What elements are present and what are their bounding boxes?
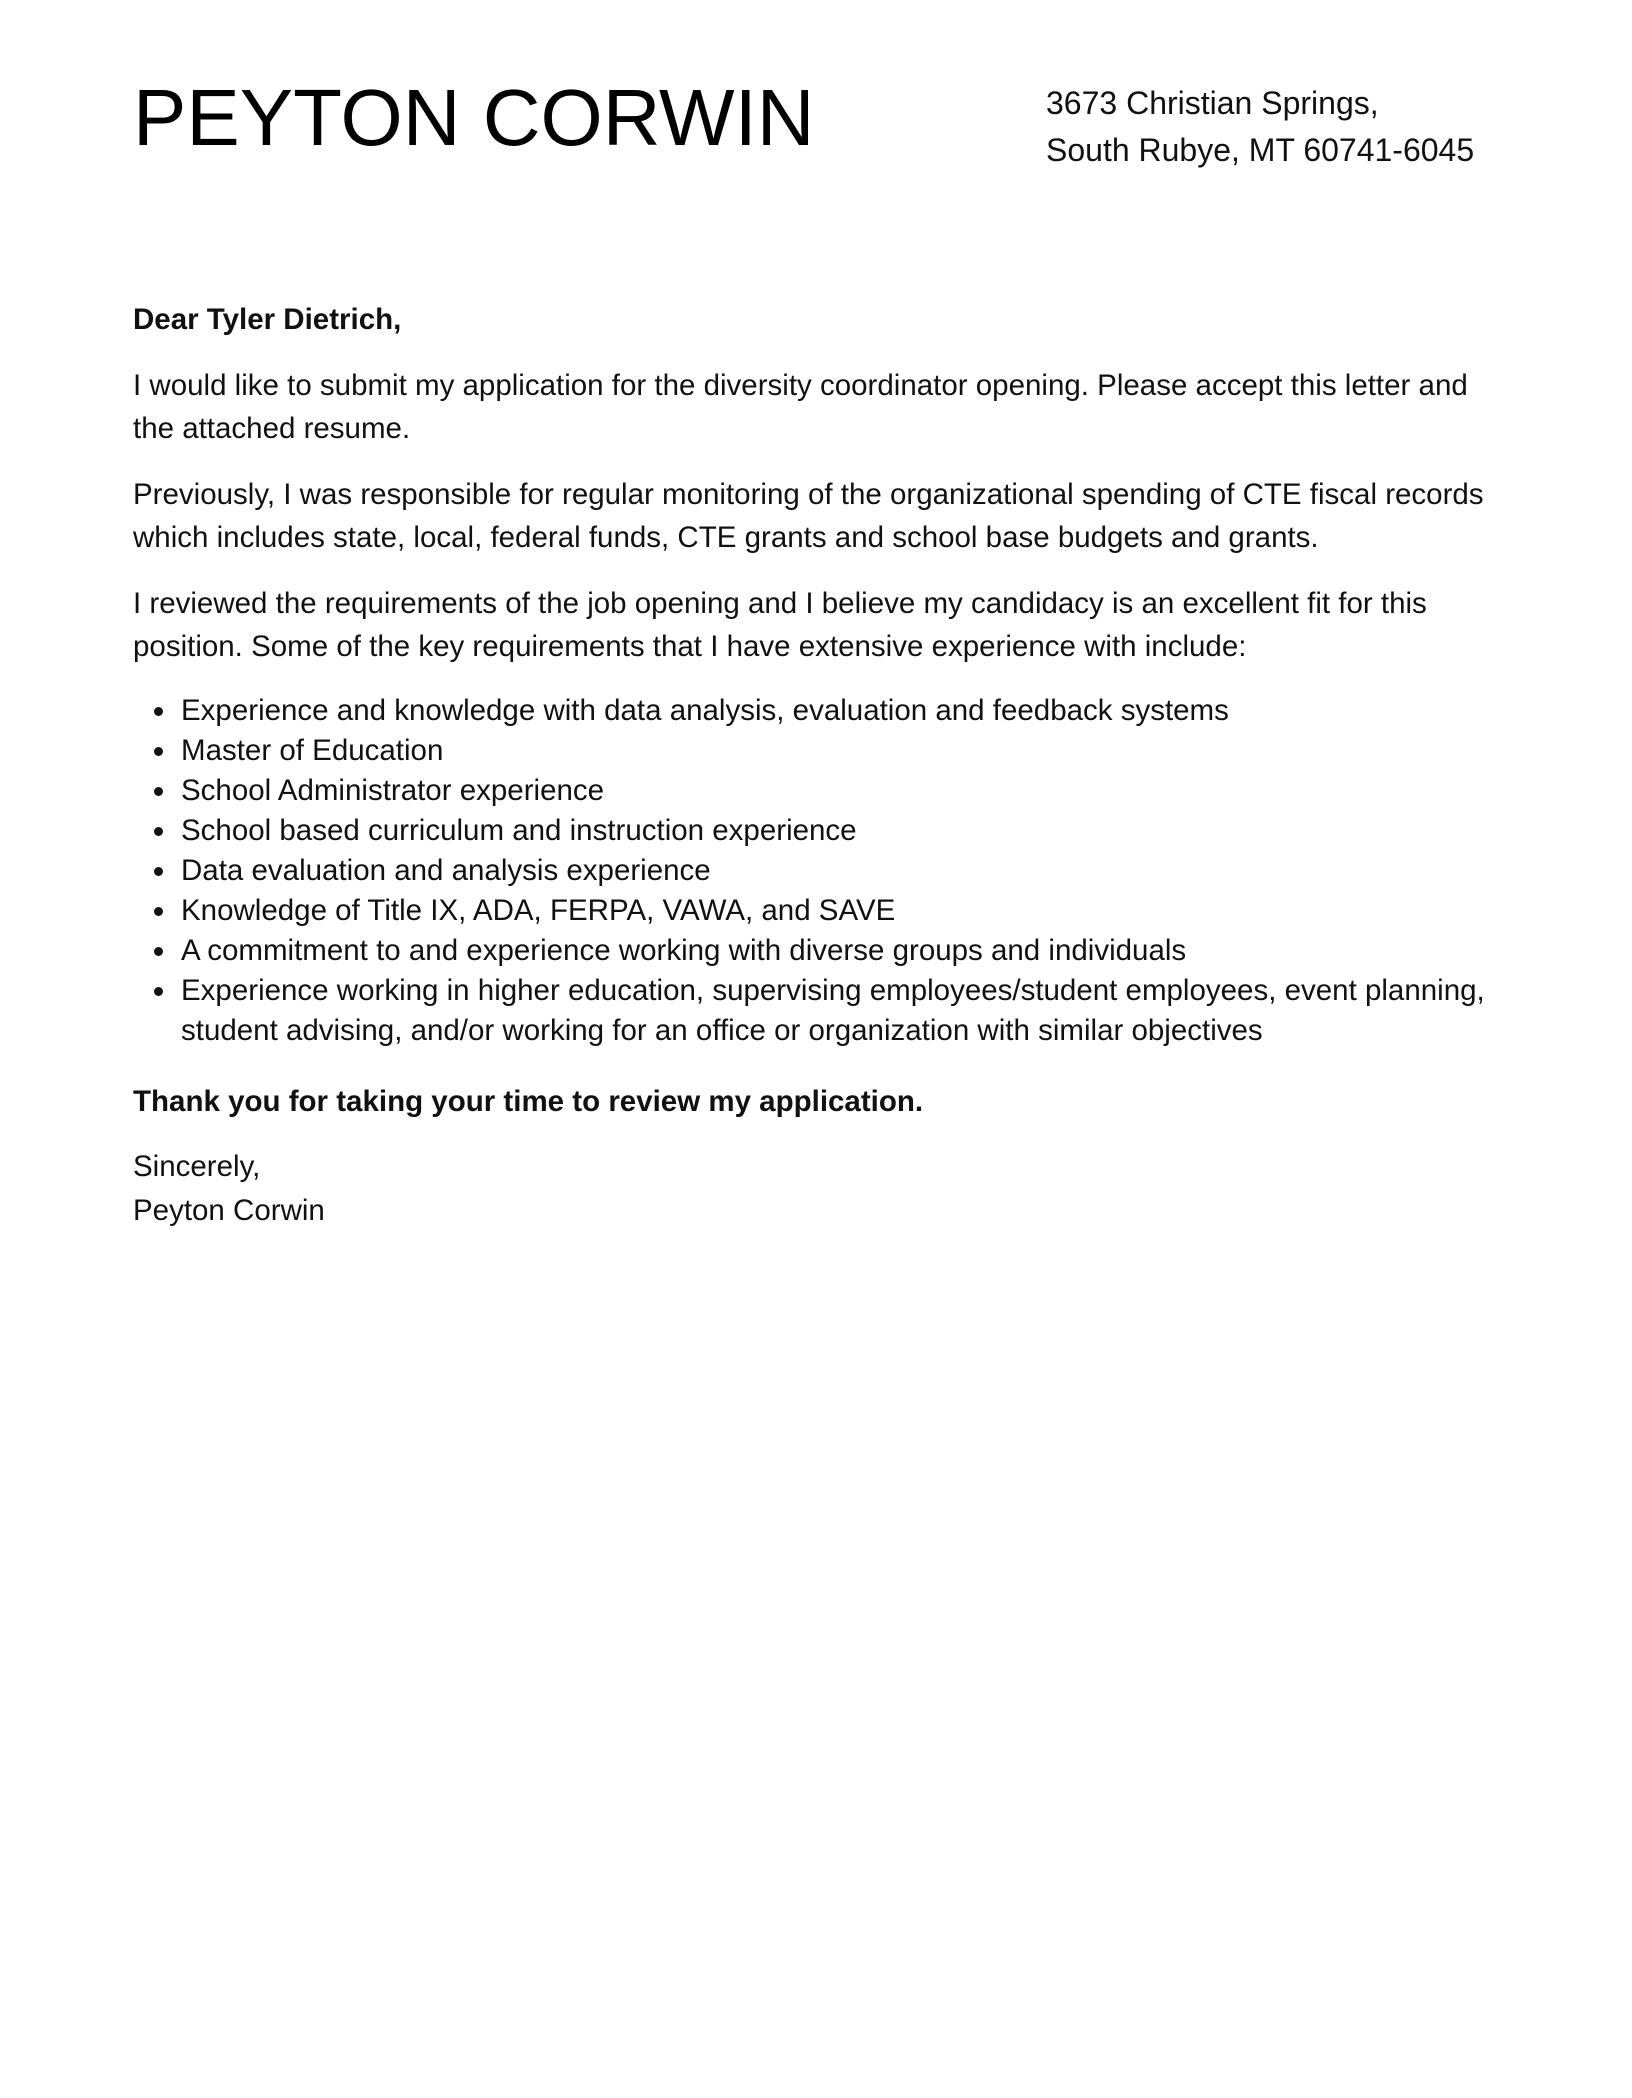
letter-header: [133, 70, 1496, 180]
bullet-icon: [154, 947, 163, 956]
list-item: [181, 931, 1503, 971]
list-item: [181, 691, 1503, 731]
bullet-icon: [154, 987, 163, 996]
letter-body: [133, 298, 1503, 1232]
requirements-list: [133, 691, 1503, 1051]
list-item-text: Data evaluation and analysis experience: [181, 853, 711, 887]
list-item-text: Master of Education: [181, 733, 444, 767]
list-item-text: A commitment to and experience working with diverse groups and individuals: [181, 933, 1187, 967]
list-item-text: Experience and knowledge with data analysis, evaluation and feedback systems: [181, 693, 1229, 727]
paragraph-intro: I would like to submit my application for the diversity coordinator opening. Please accept this letter and the attached resume.: [133, 368, 1468, 445]
list-item: [181, 731, 1503, 771]
list-item: [181, 771, 1503, 811]
bullet-icon: [154, 747, 163, 756]
list-item-text: School Administrator experience: [181, 773, 605, 807]
sign-off: [133, 1145, 1503, 1232]
signature-name: Peyton Corwin: [133, 1193, 325, 1227]
greeting: Dear Tyler Dietrich,: [133, 303, 402, 336]
list-item: [181, 891, 1503, 931]
bullet-icon: [154, 787, 163, 796]
address-line-1: 3673 Christian Springs,: [1046, 85, 1379, 121]
paragraph-requirements: I reviewed the requirements of the job opening and I believe my candidacy is an excellent fit for this position. Some of the key requirements that I have extensive experience with include:: [133, 586, 1427, 663]
applicant-address: [1046, 80, 1496, 174]
list-item-text: Knowledge of Title IX, ADA, FERPA, VAWA, and SAVE: [181, 893, 896, 927]
thank-you-line: Thank you for taking your time to review my application.: [133, 1084, 924, 1118]
bullet-icon: [154, 907, 163, 916]
list-item: [181, 851, 1503, 891]
list-item: [181, 971, 1503, 1051]
list-item-text: Experience working in higher education, supervising employees/student employees, event planning, student advising, and/or working for an office or organization with similar objectives: [181, 973, 1485, 1047]
applicant-name: PEYTON CORWIN: [133, 73, 815, 162]
address-line-2: South Rubye, MT 60741-6045: [1046, 132, 1475, 168]
closing-word: Sincerely,: [133, 1150, 261, 1183]
bullet-icon: [154, 707, 163, 716]
bullet-icon: [154, 867, 163, 876]
paragraph-experience: Previously, I was responsible for regular monitoring of the organizational spending of CTE fiscal records which includes state, local, federal funds, CTE grants and school base budgets and grants.: [133, 477, 1484, 554]
list-item: [181, 811, 1503, 851]
list-item-text: School based curriculum and instruction experience: [181, 813, 857, 847]
bullet-icon: [154, 827, 163, 836]
